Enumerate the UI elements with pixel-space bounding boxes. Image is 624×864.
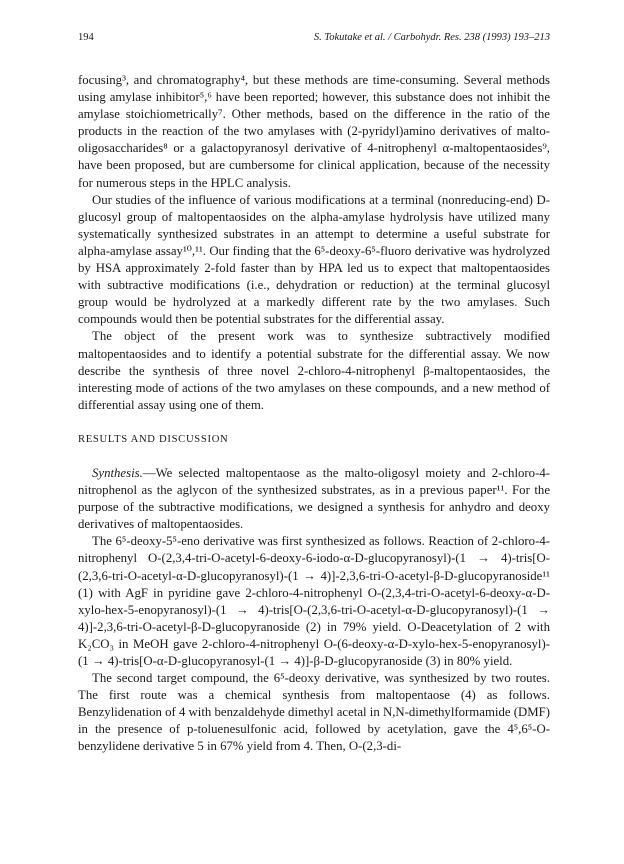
body-paragraph: The object of the present work was to synthesize subtractively modified maltopentaosides and to identify a potential substrate for the differential assay. We now describe the synthesis of three novel 2-chloro-4-nitrophenyl β-maltopentaosides, the interesting mode of actions of the two amylases on these compounds, and a new method of differential assay using one of them. — [78, 329, 550, 412]
body-paragraph: The 6⁵-deoxy-5⁵-eno derivative was first synthesized as follows. Reaction of 2-chloro-4-nitrophenyl O-(2,3,4-tri-O-acetyl-6-deoxy-6-iodo-α-D-glucopyranosyl)-(1 → 4)-tris[O-(2,3,6-tri-O-acetyl-α-D-glucopyranosyl)-(1 → 4)]-2,3,6-tri-O-acetyl-β-D-glucopyranoside¹¹ (1) with AgF in pyridine gave 2-chloro-4-nitrophenyl O-(2,3,4-tri-O-acetyl-6-deoxy-α-D-xylo-hex-5-enopyranosyl)-(1 → 4)-tris[O-(2,3,6-tri-O-acetyl-α-D-glucopyranosyl)-(1 → 4)]-2,3,6-tri-O-acetyl-β-D-glucopyranoside (2) in 79% yield. O-Deacetylation of 2 with K₂CO₃ in MeOH gave 2-chloro-4-nitrophenyl O-(6-deoxy-α-D-xylo-hex-5-enopyranosyl)-(1 → 4)-tris[O-α-D-glucopyranosyl-(1 → 4)]-β-D-glucopyranoside (3) in 80% yield. — [78, 534, 550, 668]
section-heading: RESULTS AND DISCUSSION — [78, 433, 229, 445]
journal-page — [78, 32, 550, 756]
article-body — [78, 72, 550, 756]
journal-reference: S. Tokutake et al. / Carbohydr. Res. 238 (1993) 193–213 — [313, 32, 550, 43]
body-paragraph: focusing³, and chromatography⁴, but these methods are time-consuming. Several methods using amylase inhibitor⁵,⁶ have been reported; however, this substance does not inhibit the amylase stoichiometrically⁷. Other methods, based on the difference in the ratio of the products in the reaction of the two amylases with (2-pyridyl)amino derivatives of malto-oligosaccharides⁸ or a galactopyranosyl derivative of 4-nitrophenyl α-maltopentaosides⁹, have been proposed, but are cumbersome for clinical application, because of the necessity for numerous steps in the HPLC analysis. — [78, 73, 550, 190]
body-paragraph: Our studies of the influence of various modifications at a terminal (nonreducing-end) D-glucosyl group of maltopentaosides on the alpha-amylase hydrolysis have utilized many systematically synthesized substrates in an attempt to determine a useful substrate for alpha-amylase assay¹⁰,¹¹. Our finding that the 6⁵-deoxy-6⁵-fluoro derivative was hydrolyzed by HSA approximately 2-fold faster than by HPA led us to expect that maltopentaosides with subtractive modifications (i.e., dehydration or reduction) at the terminal glucosyl group would be hydrolyzed at a markedly different rate by the two amylases. Such compounds would then be potential substrates for the differential assay. — [78, 192, 550, 327]
synthesis-paragraph — [78, 465, 550, 533]
body-paragraph: The second target compound, the 6⁵-deoxy derivative, was synthesized by two routes. The first route was a chemical synthesis from maltopentaose (4) as follows. Benzylidenation of 4 with benzaldehyde dimethyl acetal in N,N-dimethylformamide (DMF) in the presence of p-toluenesulfonic acid, followed by acetylation, gave the 4⁵,6⁵-O-benzylidene derivative 5 in 67% yield from 4. Then, O-(2,3-di- — [78, 671, 550, 754]
running-head — [78, 32, 550, 48]
run-in-heading: Synthesis. — [92, 465, 143, 480]
synthesis-text: —We selected maltopentaose as the malto-oligosyl moiety and 2-chloro-4-nitrophenol as the aglycon of the synthesized substrates, as in a previous paper¹¹. For the purpose of the subtractive modifications, we designed a synthesis for anhydro and deoxy derivatives of maltopentaosides. — [78, 465, 550, 532]
page-number: 194 — [78, 32, 94, 43]
